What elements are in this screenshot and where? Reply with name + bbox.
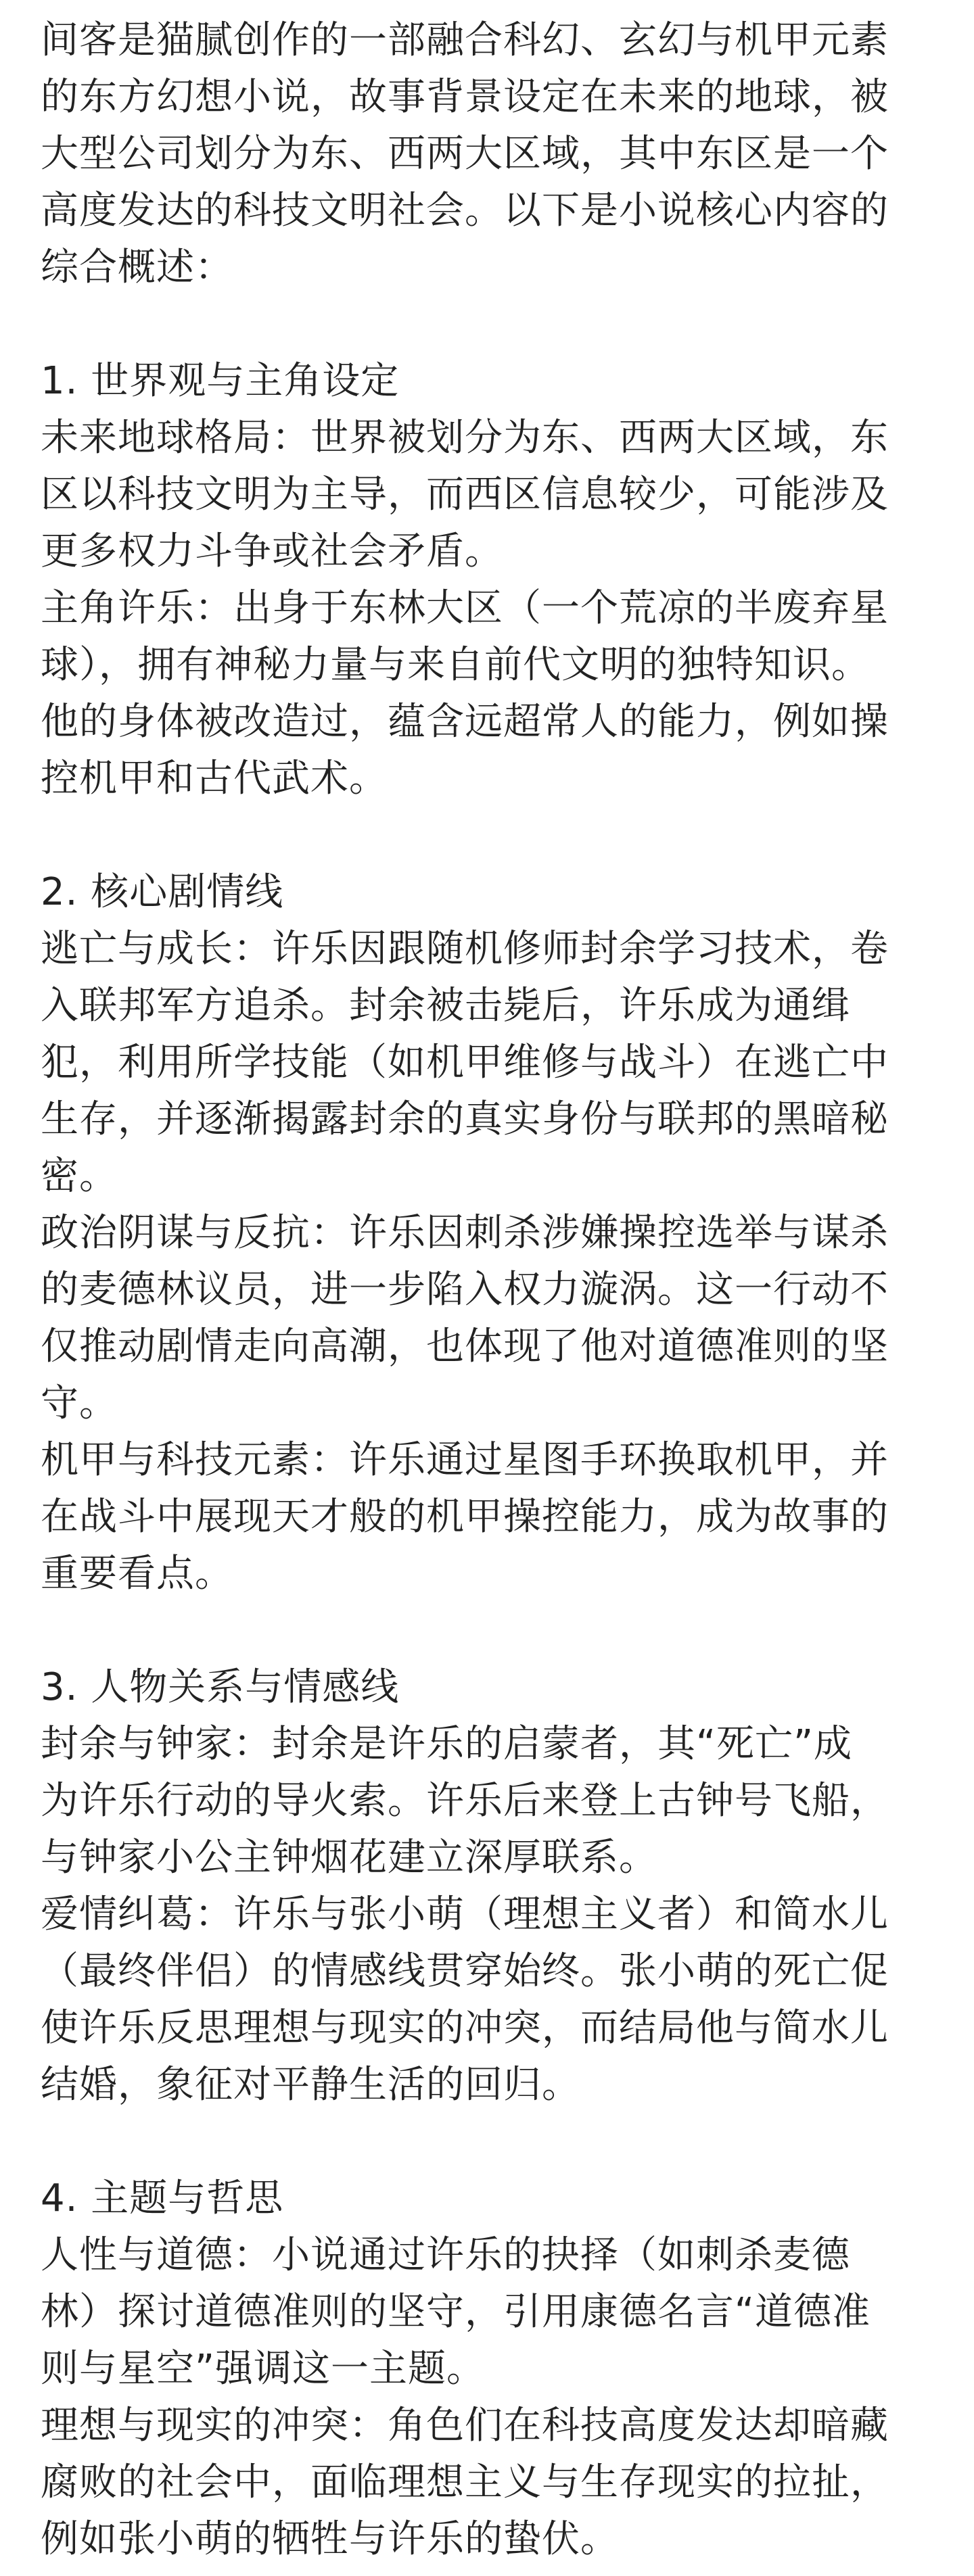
section-heading: 2. 核心剧情线 (41, 870, 284, 914)
section-paragraph: 未来地球格局：世界被划分为东、西两大区域，东 区以科技文明为主导，而西区信息较少，可能涉及 更多权力斗争或社会矛盾。 (41, 416, 889, 573)
section-worldview (41, 353, 947, 807)
section-paragraph: 爱情纠葛：许乐与张小萌（理想主义者）和简水儿 （最终伴侣）的情感线贯穿始终。张小萌的死亡促 使许乐反思理想与现实的冲突，而结局他与简水儿 结婚，象征对平静生活的回归。 (41, 1892, 889, 2107)
section-heading: 3. 人物关系与情感线 (41, 1665, 400, 1709)
intro-paragraph: 间客是猫腻创作的一部融合科幻、玄幻与机甲元素 的东方幻想小说，故事背景设定在未来的地球，被 大型公司划分为东、西两大区域，其中东区是一个 高度发达的科技文明社会。以下是小说核心内容的 综合概述： (41, 18, 889, 289)
section-paragraph: 机甲与科技元素：许乐通过星图手环换取机甲，并 在战斗中展现天才般的机甲操控能力，成为故事的 重要看点。 (41, 1438, 889, 1596)
section-paragraph: 政治阴谋与反抗：许乐因刺杀涉嫌操控选举与谋杀 的麦德林议员，进一步陷入权力漩涡。这一行动不 仅推动剧情走向高潮，也体现了他对道德准则的坚 守。 (41, 1211, 889, 1425)
section-spacer (41, 1602, 947, 1659)
section-spacer (41, 807, 947, 864)
section-themes (41, 2170, 947, 2568)
section-paragraph: 主角许乐：出身于东林大区（一个荒凉的半废弃星 球），拥有神秘力量与来自前代文明的独特知识。 他的身体被改造过，蕴含远超常人的能力，例如操 控机甲和古代武术。 (41, 586, 889, 801)
section-paragraph: 理想与现实的冲突：角色们在科技高度发达却暗藏 腐败的社会中，面临理想主义与生存现实的拉扯， 例如张小萌的牺牲与许乐的蛰伏。 (41, 2404, 889, 2561)
section-heading: 4. 主题与哲思 (41, 2176, 284, 2220)
section-paragraph: 逃亡与成长：许乐因跟随机修师封余学习技术，卷 入联邦军方追杀。封余被击毙后，许乐成为通缉 犯，利用所学技能（如机甲维修与战斗）在逃亡中 生存，并逐渐揭露封余的真实身份与联邦的黑暗秘 密。 (41, 927, 889, 1198)
section-paragraph: 封余与钟家：封余是许乐的启蒙者，其“死亡”成 为许乐行动的导火索。许乐后来登上古钟号飞船， 与钟家小公主钟烟花建立深厚联系。 (41, 1722, 889, 1880)
section-relationships (41, 1659, 947, 2114)
article-body (41, 12, 947, 2568)
section-paragraph: 人性与道德：小说通过许乐的抉择（如刺杀麦德 林）探讨道德准则的坚守，引用康德名言“道德准 则与星空”强调这一主题。 (41, 2233, 871, 2391)
section-heading: 1. 世界观与主角设定 (41, 359, 400, 403)
section-spacer (41, 296, 947, 353)
section-spacer (41, 2114, 947, 2170)
section-core-plot (41, 864, 947, 1602)
